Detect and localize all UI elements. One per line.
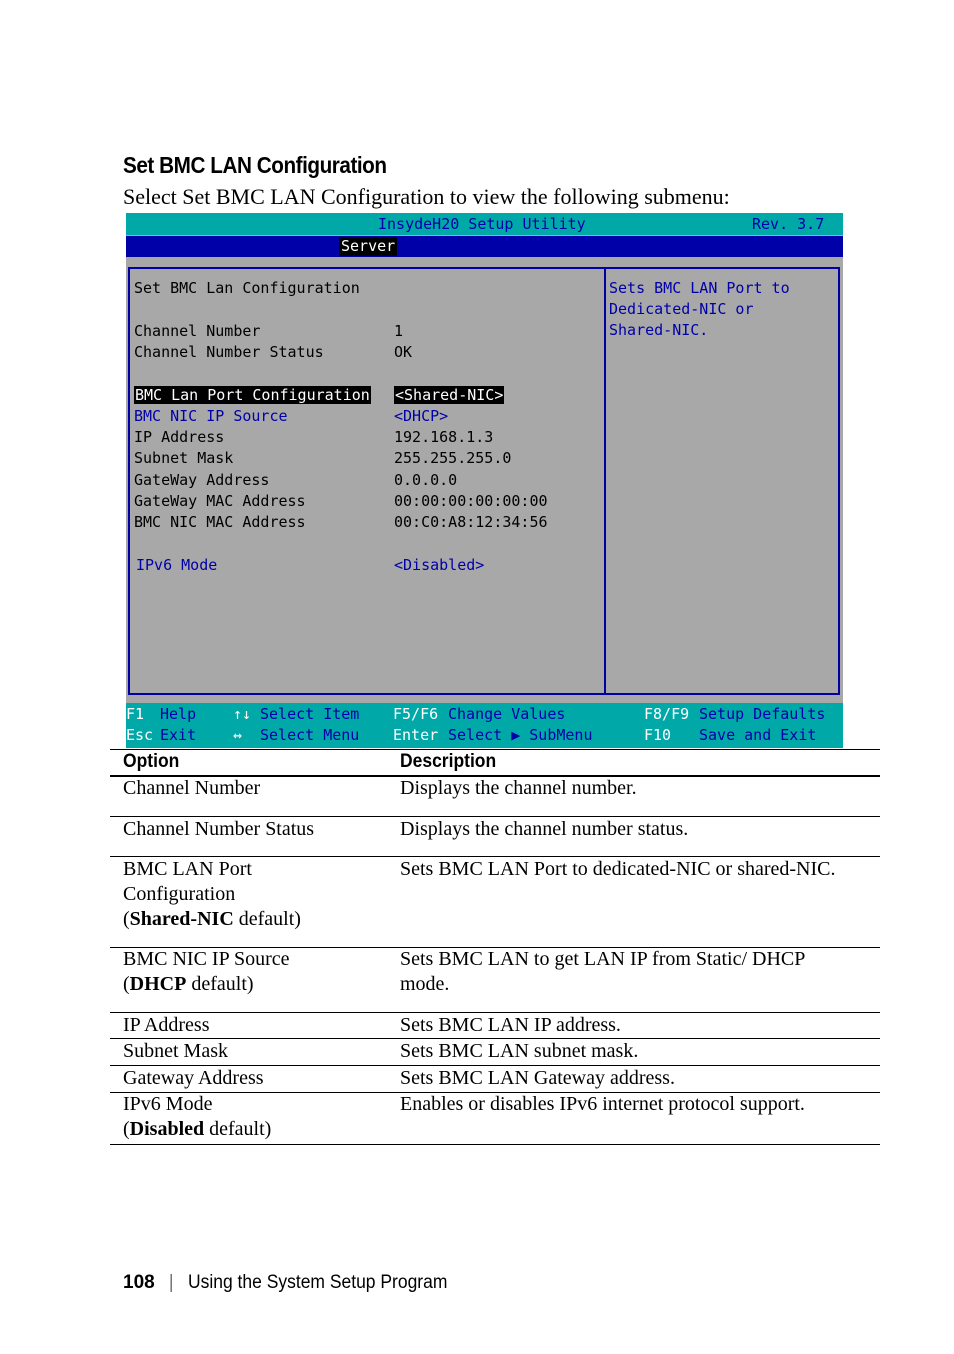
chapter-title: Using the System Setup Program [187, 1272, 448, 1293]
table-row-option: IPv6 Mode (Disabled default) [123, 1093, 272, 1140]
bios-help-line-1: Sets BMC LAN Port to [609, 279, 790, 297]
header-option: Option [123, 751, 180, 772]
bios-revision: Rev. 3.7 [752, 215, 825, 233]
key-f10: F10 [644, 726, 672, 744]
key-enter: Enter [393, 726, 439, 744]
table-row-description: Sets BMC LAN Gateway address. [400, 1067, 675, 1089]
table-row-option: Channel Number Status [123, 818, 315, 840]
table-row-description: Enables or disables IPv6 internet protocol support. [400, 1093, 805, 1115]
bios-label-nic-mac: BMC NIC MAC Address [134, 513, 306, 531]
bios-menu-bar [126, 236, 843, 257]
key-f5f6-desc: Change Values [448, 705, 566, 723]
intro-text: Select Set BMC LAN Configuration to view the following submenu: [123, 184, 730, 209]
bios-value-nic-mac: 00:C0:A8:12:34:56 [394, 513, 548, 531]
key-f1: F1 [126, 705, 145, 723]
bios-value-ip-address: 192.168.1.3 [394, 428, 494, 446]
key-f8f9: F8/F9 [644, 705, 690, 723]
key-f1-desc: Help [160, 705, 197, 723]
table-row-description: Sets BMC LAN subnet mask. [400, 1040, 639, 1062]
table-row-option: IP Address [123, 1014, 210, 1036]
table-row-description: Sets BMC LAN Port to dedicated-NIC or shared-NIC. [400, 858, 836, 880]
key-f8f9-desc: Setup Defaults [699, 705, 826, 723]
table-row-option: Subnet Mask [123, 1040, 228, 1062]
key-arrows-left-right-desc: Select Menu [260, 726, 360, 744]
bios-label-subnet-mask: Subnet Mask [134, 449, 234, 467]
key-arrows-up-down: ↑↓ [233, 705, 252, 723]
table-rule [110, 1144, 880, 1145]
tab-server[interactable]: Server [341, 237, 396, 255]
bios-screenshot [126, 213, 843, 748]
table-row-option: BMC LAN Port Configuration (Shared-NIC default) [123, 858, 301, 930]
key-f10-desc: Save and Exit [699, 726, 817, 744]
bios-value-gateway-address: 0.0.0.0 [394, 471, 458, 489]
bios-panel-heading: Set BMC Lan Configuration [134, 279, 360, 297]
bios-value-channel-number: 1 [394, 322, 404, 340]
bios-title: InsydeH20 Setup Utility [378, 215, 586, 233]
bios-value-subnet-mask: 255.255.255.0 [394, 449, 512, 467]
key-enter-desc: Select ▶ SubMenu [448, 726, 593, 744]
table-row-option: BMC NIC IP Source (DHCP default) [123, 948, 290, 995]
table-row-description: Sets BMC LAN to get LAN IP from Static/ DHCP mode. [400, 948, 806, 995]
table-row-description: Displays the channel number status. [400, 818, 689, 840]
bios-value-nic-ip-source[interactable]: <DHCP> [394, 407, 449, 425]
bios-label-gateway-mac: GateWay MAC Address [134, 492, 306, 510]
bios-value-ipv6-mode[interactable]: <Disabled> [394, 556, 485, 574]
key-arrows-left-right: ↔ [233, 726, 243, 744]
section-title: Set BMC LAN Configuration [123, 152, 387, 178]
bios-label-channel-number: Channel Number [134, 322, 261, 340]
bios-help-line-3: Shared-NIC. [609, 321, 709, 339]
bios-value-channel-status: OK [394, 343, 413, 361]
table-row-description: Displays the channel number. [400, 777, 637, 799]
bios-value-gateway-mac: 00:00:00:00:00:00 [394, 492, 548, 510]
key-esc-desc: Exit [160, 726, 197, 744]
key-arrows-up-down-desc: Select Item [260, 705, 360, 723]
page-footer [123, 1272, 470, 1294]
table-row-description: Sets BMC LAN IP address. [400, 1014, 621, 1036]
bios-title-bar [126, 213, 843, 235]
bios-item-nic-ip-source[interactable]: BMC NIC IP Source [134, 407, 288, 425]
key-esc: Esc [126, 726, 154, 744]
bios-item-lan-port-config[interactable]: BMC Lan Port Configuration [135, 386, 370, 404]
key-f5f6: F5/F6 [393, 705, 439, 723]
page-number: 108 [123, 1272, 155, 1293]
bios-item-ipv6-mode[interactable]: IPv6 Mode [136, 556, 218, 574]
bios-help-line-2: Dedicated-NIC or [609, 300, 754, 318]
bios-value-lan-port-config[interactable]: <Shared-NIC> [395, 386, 504, 404]
table-row-option: Gateway Address [123, 1067, 264, 1089]
header-description: Description [400, 751, 497, 772]
bios-label-ip-address: IP Address [134, 428, 225, 446]
footer-separator: | [168, 1272, 174, 1293]
table-rule [110, 749, 880, 750]
table-row-option: Channel Number [123, 777, 261, 799]
bios-label-channel-status: Channel Number Status [134, 343, 324, 361]
bios-key-legend [126, 703, 843, 748]
bios-label-gateway-address: GateWay Address [134, 471, 270, 489]
